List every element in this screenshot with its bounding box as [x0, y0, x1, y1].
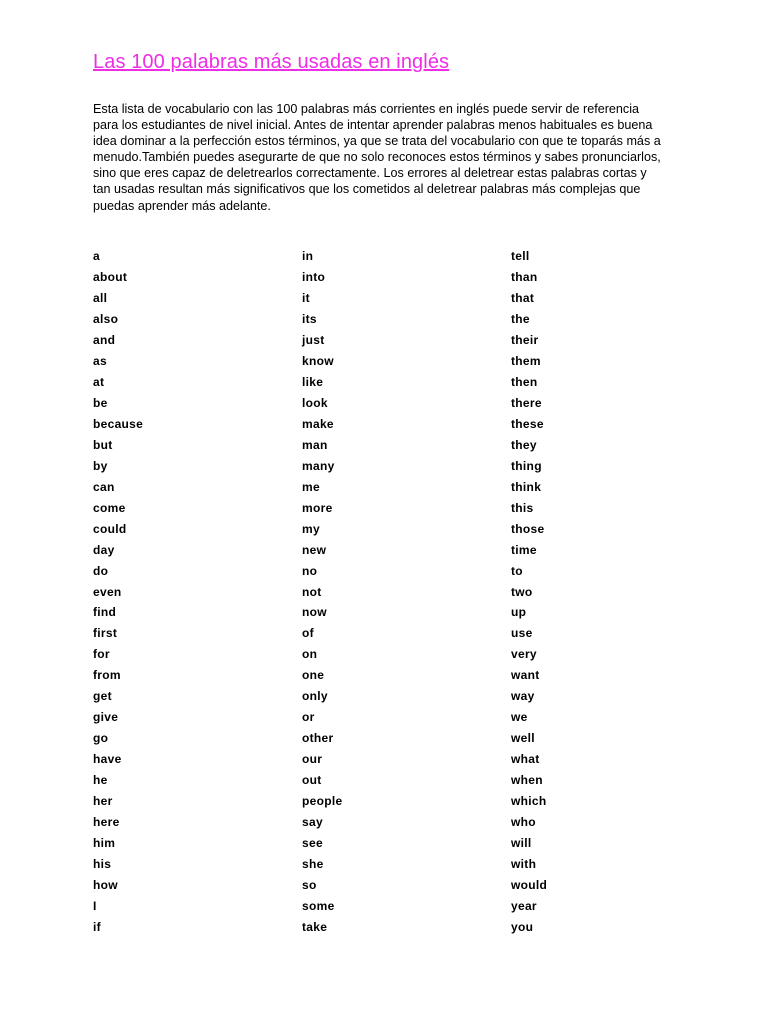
word-item: very — [511, 647, 537, 662]
intro-line: idea dominar a la perfección estos términos, ya que se trata del vocabulario con que te toparás más a — [93, 134, 661, 149]
word-item: as — [93, 353, 107, 368]
word-item: here — [93, 815, 120, 830]
word-item: out — [302, 773, 322, 788]
word-item: all — [93, 290, 108, 305]
word-item: new — [302, 542, 327, 557]
word-item: year — [511, 899, 537, 914]
word-item: my — [302, 521, 320, 536]
word-item: take — [302, 920, 328, 934]
word-item: or — [302, 710, 315, 725]
word-item: find — [93, 605, 117, 620]
word-item: know — [302, 353, 334, 368]
word-item: time — [511, 542, 537, 557]
word-item: get — [93, 689, 112, 704]
word-item: go — [93, 731, 109, 746]
word-item: also — [93, 311, 119, 326]
word-item: it — [302, 290, 310, 305]
intro-paragraph — [93, 101, 693, 214]
word-item: for — [93, 647, 110, 662]
word-item: of — [302, 626, 314, 641]
word-item: see — [302, 836, 323, 851]
word-item: she — [302, 857, 324, 872]
word-item: day — [93, 542, 115, 557]
word-item: come — [93, 500, 126, 515]
word-item: use — [511, 626, 533, 641]
word-item: would — [511, 878, 548, 893]
word-item: many — [302, 458, 335, 473]
word-item: say — [302, 815, 323, 830]
word-item: you — [511, 920, 534, 934]
word-item: some — [302, 899, 335, 914]
word-item: him — [93, 836, 116, 851]
intro-line: puedas aprender más adelante. — [93, 198, 271, 213]
word-item: give — [93, 710, 119, 725]
word-item: in — [302, 249, 314, 263]
word-column-1 — [93, 246, 143, 938]
word-item: will — [511, 836, 532, 851]
word-item: do — [93, 563, 109, 578]
word-item: like — [302, 374, 324, 389]
word-item: on — [302, 647, 318, 662]
word-column-3 — [511, 246, 547, 938]
intro-line: sino que eres capaz de deletrearlos correctamente. Los errores al deletrear estas palabras cortas y — [93, 166, 647, 181]
page-title: Las 100 palabras más usadas en inglés — [93, 51, 450, 73]
word-item: that — [511, 290, 535, 305]
word-item: way — [511, 689, 535, 704]
word-item: those — [511, 521, 545, 536]
word-item: then — [511, 374, 538, 389]
word-item: look — [302, 395, 328, 410]
word-item: me — [302, 479, 320, 494]
word-item: only — [302, 689, 328, 704]
word-item: into — [302, 269, 326, 284]
word-item: so — [302, 878, 317, 893]
word-item: its — [302, 311, 317, 326]
word-item: with — [511, 857, 537, 872]
word-item: them — [511, 353, 541, 368]
word-item: make — [302, 416, 334, 431]
word-item: man — [302, 437, 328, 452]
word-item: how — [93, 878, 118, 893]
word-item: just — [302, 332, 325, 347]
word-item: there — [511, 395, 542, 410]
word-item: than — [511, 269, 538, 284]
intro-line: tan usadas resultan más significativos que los cometidos al deletrear palabras más complejas que — [93, 182, 641, 197]
word-item: he — [93, 773, 108, 788]
word-item: which — [511, 794, 547, 809]
word-item: but — [93, 437, 113, 452]
word-item: thing — [511, 458, 542, 473]
word-column-2 — [302, 246, 342, 938]
word-item: no — [302, 563, 318, 578]
word-item: can — [93, 479, 115, 494]
word-item: I — [93, 899, 97, 914]
word-item: her — [93, 794, 113, 809]
word-item: up — [511, 605, 527, 620]
word-item: these — [511, 416, 544, 431]
word-item: by — [93, 458, 108, 473]
word-item: first — [93, 626, 118, 641]
word-item: a — [93, 249, 100, 263]
word-item: be — [93, 395, 108, 410]
word-item: now — [302, 605, 327, 620]
word-item: when — [511, 773, 543, 788]
word-item: we — [511, 710, 528, 725]
word-item: not — [302, 584, 322, 599]
word-item: and — [93, 332, 116, 347]
word-item: tell — [511, 249, 530, 263]
word-item: they — [511, 437, 537, 452]
word-item: their — [511, 332, 539, 347]
word-item: one — [302, 668, 325, 683]
intro-line: menudo.También puedes asegurarte de que no solo reconoces estos términos y sabes pronunciarlos, — [93, 150, 661, 165]
word-item: even — [93, 584, 122, 599]
word-item: have — [93, 752, 122, 767]
word-item: because — [93, 416, 144, 431]
word-item: at — [93, 374, 105, 389]
word-item: want — [511, 668, 540, 683]
word-item: who — [511, 815, 536, 830]
word-item: what — [511, 752, 540, 767]
word-item: from — [93, 668, 121, 683]
word-item: his — [93, 857, 112, 872]
word-item: two — [511, 584, 533, 599]
word-item: to — [511, 563, 523, 578]
word-item: the — [511, 311, 530, 326]
intro-line: para los estudiantes de nivel inicial. Antes de intentar aprender palabras menos habituales es buena — [93, 118, 653, 133]
intro-line: Esta lista de vocabulario con las 100 palabras más corrientes en inglés puede servir de referencia — [93, 102, 640, 116]
word-item: our — [302, 752, 323, 767]
word-item: this — [511, 500, 534, 515]
word-item: if — [93, 920, 101, 934]
word-item: well — [511, 731, 535, 746]
word-item: other — [302, 731, 334, 746]
word-item: about — [93, 269, 128, 284]
word-item: could — [93, 521, 127, 536]
word-item: think — [511, 479, 542, 494]
word-item: more — [302, 500, 333, 515]
word-item: people — [302, 794, 343, 809]
